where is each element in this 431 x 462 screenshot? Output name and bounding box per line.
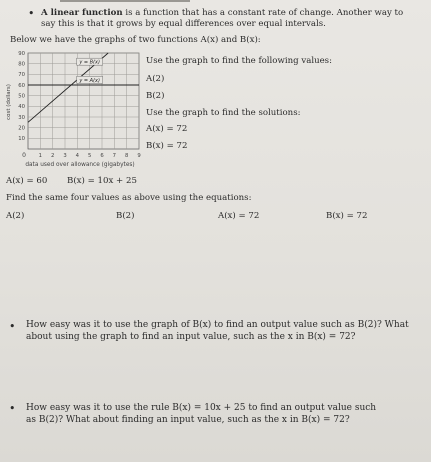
x-tick-label: 6 xyxy=(100,153,104,159)
plot-area xyxy=(28,53,139,149)
equation-a: A(x) = 60 xyxy=(6,176,48,186)
y-tick-label: 10 xyxy=(18,136,25,143)
value-b-of-2: B(2) xyxy=(146,91,165,101)
y-tick-label: 20 xyxy=(18,125,25,132)
x-tick-label: 9 xyxy=(137,153,141,159)
question-2-bullet: • xyxy=(9,402,16,415)
top-divider xyxy=(60,0,190,2)
intro-line-2: say this is that it grows by equal differences over equal intervals. xyxy=(41,19,326,29)
question-2-line-1: How easy was it to use the rule B(x) = 10x + 25 to find an output value such xyxy=(26,403,377,413)
intro-line-1-rest: is a function that has a constant rate of change. Another way to xyxy=(122,8,404,18)
same-b-of-2: B(2) xyxy=(116,211,135,221)
question-2-line-2: as B(2)? What about finding an input value, such as the x in B(x) = 72? xyxy=(26,415,350,425)
same-a-72: A(x) = 72 xyxy=(218,211,260,221)
y-tick-label: 90 xyxy=(18,50,25,57)
intro-bold-term: A linear function xyxy=(41,8,123,18)
y-tick-label: 70 xyxy=(18,72,25,79)
x-tick-label: 3 xyxy=(63,153,67,159)
same-a-of-2: A(2) xyxy=(6,211,25,221)
y-tick-label: 40 xyxy=(18,104,25,111)
solution-b-72: B(x) = 72 xyxy=(146,141,188,151)
intro-bullet: • xyxy=(28,7,35,20)
question-1-bullet: • xyxy=(9,320,16,333)
find-same-prompt: Find the same four values as above using the equations: xyxy=(6,193,252,203)
x-tick-label: 2 xyxy=(50,153,55,159)
find-solutions-prompt: Use the graph to find the solutions: xyxy=(146,108,301,118)
graph-panel xyxy=(0,47,150,169)
origin-label: 0 xyxy=(22,152,26,159)
y-tick-label: 80 xyxy=(18,61,25,68)
series-label: y = A(x) xyxy=(79,77,100,84)
y-axis-label: cost (dollars) xyxy=(6,84,12,120)
solution-a-72: A(x) = 72 xyxy=(146,124,188,134)
series-label: y = B(x) xyxy=(79,59,100,66)
y-tick-label: 60 xyxy=(18,82,25,89)
same-b-72: B(x) = 72 xyxy=(326,211,368,221)
equation-b: B(x) = 10x + 25 xyxy=(67,176,137,186)
question-1-line-1: How easy was it to use the graph of B(x) to find an output value such as B(2)? What xyxy=(26,320,409,330)
y-tick-label: 30 xyxy=(18,114,25,121)
x-tick-label: 4 xyxy=(75,153,80,159)
graphs-intro: Below we have the graphs of two functions A(x) and B(x): xyxy=(10,35,261,45)
x-tick-label: 7 xyxy=(112,153,117,159)
find-values-prompt: Use the graph to find the following values: xyxy=(146,56,332,66)
x-tick-label: 8 xyxy=(124,153,129,159)
x-tick-label: 5 xyxy=(87,153,92,159)
x-axis-label: data used over allowance (gigabytes) xyxy=(25,162,135,168)
question-1-line-2: about using the graph to find an input value, such as the x in B(x) = 72? xyxy=(26,332,356,342)
intro-line-1 xyxy=(41,8,403,19)
value-a-of-2: A(2) xyxy=(146,74,165,84)
y-tick-label: 50 xyxy=(18,93,25,100)
x-tick-label: 1 xyxy=(38,153,43,159)
